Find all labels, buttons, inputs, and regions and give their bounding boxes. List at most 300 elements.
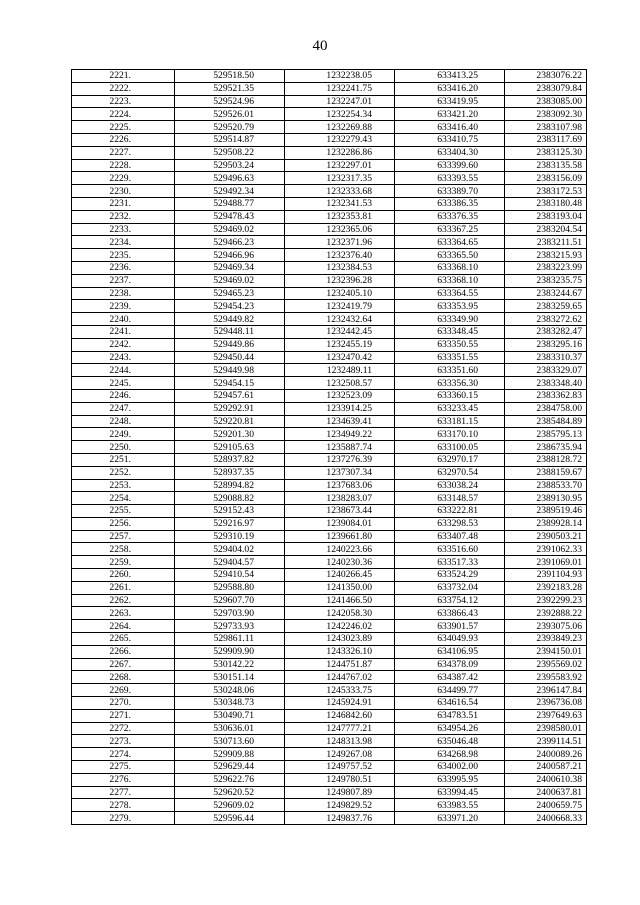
y2-cell: 2383117.69 xyxy=(505,133,587,146)
table-row xyxy=(72,441,587,454)
x2-cell: 633376.35 xyxy=(395,210,505,223)
table-row xyxy=(72,108,587,121)
y1-cell: 1232269.88 xyxy=(285,121,395,134)
y1-cell: 1237276.39 xyxy=(285,453,395,466)
table-row xyxy=(72,185,587,198)
y2-cell: 2383235.75 xyxy=(505,274,587,287)
x2-cell: 633350.55 xyxy=(395,338,505,351)
x1-cell: 529454.15 xyxy=(175,377,285,390)
point-number-cell: 2235. xyxy=(72,249,175,262)
coordinates-table xyxy=(71,69,587,825)
y2-cell: 2385484.89 xyxy=(505,415,587,428)
y1-cell: 1249757.52 xyxy=(285,761,395,774)
table-row xyxy=(72,607,587,620)
x1-cell: 529449.86 xyxy=(175,338,285,351)
point-number-cell: 2229. xyxy=(72,172,175,185)
y2-cell: 2383125.30 xyxy=(505,146,587,159)
table-row xyxy=(72,300,587,313)
y1-cell: 1232341.53 xyxy=(285,197,395,210)
x1-cell: 529524.96 xyxy=(175,95,285,108)
point-number-cell: 2263. xyxy=(72,607,175,620)
y2-cell: 2395569.02 xyxy=(505,658,587,671)
x1-cell: 529404.57 xyxy=(175,556,285,569)
y1-cell: 1249267.08 xyxy=(285,748,395,761)
x2-cell: 634616.54 xyxy=(395,697,505,710)
point-number-cell: 2222. xyxy=(72,82,175,95)
y2-cell: 2385795.13 xyxy=(505,428,587,441)
y2-cell: 2400089.26 xyxy=(505,748,587,761)
x2-cell: 634106.95 xyxy=(395,645,505,658)
point-number-cell: 2244. xyxy=(72,364,175,377)
y2-cell: 2383204.54 xyxy=(505,223,587,236)
point-number-cell: 2265. xyxy=(72,633,175,646)
x2-cell: 633416.20 xyxy=(395,82,505,95)
x2-cell: 635046.48 xyxy=(395,735,505,748)
table-row xyxy=(72,517,587,530)
table-row xyxy=(72,236,587,249)
y2-cell: 2383329.07 xyxy=(505,364,587,377)
y2-cell: 2389519.46 xyxy=(505,505,587,518)
x2-cell: 633983.55 xyxy=(395,799,505,812)
y2-cell: 2383215.93 xyxy=(505,249,587,262)
y2-cell: 2384758.00 xyxy=(505,402,587,415)
x2-cell: 632970.17 xyxy=(395,453,505,466)
x1-cell: 529514.87 xyxy=(175,133,285,146)
point-number-cell: 2264. xyxy=(72,620,175,633)
table-row xyxy=(72,313,587,326)
y1-cell: 1232405.10 xyxy=(285,287,395,300)
y2-cell: 2383172.53 xyxy=(505,185,587,198)
point-number-cell: 2269. xyxy=(72,684,175,697)
x1-cell: 529216.97 xyxy=(175,517,285,530)
x2-cell: 633367.25 xyxy=(395,223,505,236)
table-row xyxy=(72,684,587,697)
x1-cell: 529310.19 xyxy=(175,530,285,543)
x1-cell: 530490.71 xyxy=(175,709,285,722)
x1-cell: 529609.02 xyxy=(175,799,285,812)
table-row xyxy=(72,82,587,95)
point-number-cell: 2236. xyxy=(72,261,175,274)
x2-cell: 633298.53 xyxy=(395,517,505,530)
x1-cell: 529469.02 xyxy=(175,223,285,236)
x2-cell: 633754.12 xyxy=(395,594,505,607)
x1-cell: 529105.63 xyxy=(175,441,285,454)
x2-cell: 633410.75 xyxy=(395,133,505,146)
y1-cell: 1245333.75 xyxy=(285,684,395,697)
table-row xyxy=(72,543,587,556)
x1-cell: 529596.44 xyxy=(175,812,285,825)
x2-cell: 634783.51 xyxy=(395,709,505,722)
point-number-cell: 2252. xyxy=(72,466,175,479)
y1-cell: 1240266.45 xyxy=(285,569,395,582)
x2-cell: 633351.55 xyxy=(395,351,505,364)
y1-cell: 1249829.52 xyxy=(285,799,395,812)
point-number-cell: 2259. xyxy=(72,556,175,569)
x1-cell: 529201.30 xyxy=(175,428,285,441)
y1-cell: 1232523.09 xyxy=(285,389,395,402)
point-number-cell: 2256. xyxy=(72,517,175,530)
table-row xyxy=(72,799,587,812)
x2-cell: 633389.70 xyxy=(395,185,505,198)
x1-cell: 529503.24 xyxy=(175,159,285,172)
x2-cell: 632970.54 xyxy=(395,466,505,479)
y1-cell: 1242246.02 xyxy=(285,620,395,633)
y1-cell: 1232333.68 xyxy=(285,185,395,198)
table-row xyxy=(72,351,587,364)
y2-cell: 2383310.37 xyxy=(505,351,587,364)
x2-cell: 633393.55 xyxy=(395,172,505,185)
y1-cell: 1232442.45 xyxy=(285,325,395,338)
point-number-cell: 2261. xyxy=(72,581,175,594)
table-row xyxy=(72,722,587,735)
y2-cell: 2383085.00 xyxy=(505,95,587,108)
y1-cell: 1232396.28 xyxy=(285,274,395,287)
y2-cell: 2400637.81 xyxy=(505,786,587,799)
table-row xyxy=(72,223,587,236)
table-row xyxy=(72,812,587,825)
x2-cell: 633732.04 xyxy=(395,581,505,594)
point-number-cell: 2243. xyxy=(72,351,175,364)
y1-cell: 1246842.60 xyxy=(285,709,395,722)
point-number-cell: 2272. xyxy=(72,722,175,735)
x2-cell: 633399.60 xyxy=(395,159,505,172)
y1-cell: 1232238.05 xyxy=(285,70,395,83)
y2-cell: 2383135.58 xyxy=(505,159,587,172)
x2-cell: 634954.26 xyxy=(395,722,505,735)
x1-cell: 529152.43 xyxy=(175,505,285,518)
y2-cell: 2391069.01 xyxy=(505,556,587,569)
y2-cell: 2400659.75 xyxy=(505,799,587,812)
y1-cell: 1237683.06 xyxy=(285,479,395,492)
y1-cell: 1249807.89 xyxy=(285,786,395,799)
table-row xyxy=(72,415,587,428)
point-number-cell: 2262. xyxy=(72,594,175,607)
point-number-cell: 2226. xyxy=(72,133,175,146)
x1-cell: 529607.70 xyxy=(175,594,285,607)
table-row xyxy=(72,249,587,262)
point-number-cell: 2255. xyxy=(72,505,175,518)
y2-cell: 2383244.67 xyxy=(505,287,587,300)
y2-cell: 2391062.33 xyxy=(505,543,587,556)
point-number-cell: 2223. xyxy=(72,95,175,108)
point-number-cell: 2241. xyxy=(72,325,175,338)
x2-cell: 633233.45 xyxy=(395,402,505,415)
point-number-cell: 2221. xyxy=(72,70,175,83)
table-row xyxy=(72,556,587,569)
y1-cell: 1232371.96 xyxy=(285,236,395,249)
y1-cell: 1239084.01 xyxy=(285,517,395,530)
table-row xyxy=(72,402,587,415)
point-number-cell: 2270. xyxy=(72,697,175,710)
table-row xyxy=(72,735,587,748)
table-row xyxy=(72,389,587,402)
table-row xyxy=(72,121,587,134)
y1-cell: 1243326.10 xyxy=(285,645,395,658)
y1-cell: 1239661.80 xyxy=(285,530,395,543)
point-number-cell: 2247. xyxy=(72,402,175,415)
x1-cell: 529508.22 xyxy=(175,146,285,159)
x2-cell: 633971.20 xyxy=(395,812,505,825)
x2-cell: 633360.15 xyxy=(395,389,505,402)
x2-cell: 633416.40 xyxy=(395,121,505,134)
table-row xyxy=(72,645,587,658)
point-number-cell: 2248. xyxy=(72,415,175,428)
y2-cell: 2383156.09 xyxy=(505,172,587,185)
table-row xyxy=(72,338,587,351)
point-number-cell: 2266. xyxy=(72,645,175,658)
y1-cell: 1232279.43 xyxy=(285,133,395,146)
y1-cell: 1232254.34 xyxy=(285,108,395,121)
y2-cell: 2383193.04 xyxy=(505,210,587,223)
x2-cell: 633349.90 xyxy=(395,313,505,326)
y1-cell: 1232470.42 xyxy=(285,351,395,364)
x2-cell: 633222.81 xyxy=(395,505,505,518)
x1-cell: 529518.50 xyxy=(175,70,285,83)
y2-cell: 2383272.62 xyxy=(505,313,587,326)
y1-cell: 1247777.21 xyxy=(285,722,395,735)
x2-cell: 633038.24 xyxy=(395,479,505,492)
y1-cell: 1232455.19 xyxy=(285,338,395,351)
y2-cell: 2390503.21 xyxy=(505,530,587,543)
x2-cell: 633524.29 xyxy=(395,569,505,582)
table-row xyxy=(72,709,587,722)
table-row xyxy=(72,581,587,594)
y2-cell: 2383362.83 xyxy=(505,389,587,402)
x1-cell: 529861.11 xyxy=(175,633,285,646)
y2-cell: 2383180.48 xyxy=(505,197,587,210)
point-number-cell: 2237. xyxy=(72,274,175,287)
table-row xyxy=(72,479,587,492)
table-row xyxy=(72,773,587,786)
table-row xyxy=(72,594,587,607)
point-number-cell: 2228. xyxy=(72,159,175,172)
x2-cell: 633368.10 xyxy=(395,261,505,274)
x1-cell: 529909.88 xyxy=(175,748,285,761)
x2-cell: 633351.60 xyxy=(395,364,505,377)
x1-cell: 530151.14 xyxy=(175,671,285,684)
y2-cell: 2383282.47 xyxy=(505,325,587,338)
x2-cell: 633404.30 xyxy=(395,146,505,159)
x1-cell: 529410.54 xyxy=(175,569,285,582)
y1-cell: 1240230.36 xyxy=(285,556,395,569)
y2-cell: 2392183.28 xyxy=(505,581,587,594)
x2-cell: 633353.95 xyxy=(395,300,505,313)
table-row xyxy=(72,453,587,466)
y2-cell: 2393849.23 xyxy=(505,633,587,646)
table-row xyxy=(72,274,587,287)
x2-cell: 634268.98 xyxy=(395,748,505,761)
y1-cell: 1238673.44 xyxy=(285,505,395,518)
x2-cell: 634378.09 xyxy=(395,658,505,671)
table-row xyxy=(72,159,587,172)
table-row xyxy=(72,364,587,377)
x2-cell: 633368.10 xyxy=(395,274,505,287)
point-number-cell: 2279. xyxy=(72,812,175,825)
table-row xyxy=(72,172,587,185)
point-number-cell: 2232. xyxy=(72,210,175,223)
y1-cell: 1245924.91 xyxy=(285,697,395,710)
table-row xyxy=(72,530,587,543)
table-row xyxy=(72,210,587,223)
point-number-cell: 2260. xyxy=(72,569,175,582)
table-row xyxy=(72,671,587,684)
y2-cell: 2383079.84 xyxy=(505,82,587,95)
x1-cell: 529521.35 xyxy=(175,82,285,95)
y2-cell: 2383348.40 xyxy=(505,377,587,390)
point-number-cell: 2258. xyxy=(72,543,175,556)
y1-cell: 1244751.87 xyxy=(285,658,395,671)
x1-cell: 530142.22 xyxy=(175,658,285,671)
x1-cell: 529465.23 xyxy=(175,287,285,300)
x2-cell: 633407.48 xyxy=(395,530,505,543)
x1-cell: 530713.60 xyxy=(175,735,285,748)
x1-cell: 529450.44 xyxy=(175,351,285,364)
table-row xyxy=(72,658,587,671)
point-number-cell: 2253. xyxy=(72,479,175,492)
point-number-cell: 2275. xyxy=(72,761,175,774)
x1-cell: 529496.63 xyxy=(175,172,285,185)
y1-cell: 1249780.51 xyxy=(285,773,395,786)
y1-cell: 1241350.00 xyxy=(285,581,395,594)
y1-cell: 1232419.79 xyxy=(285,300,395,313)
point-number-cell: 2254. xyxy=(72,492,175,505)
table-row xyxy=(72,466,587,479)
table-row xyxy=(72,95,587,108)
x2-cell: 634387.42 xyxy=(395,671,505,684)
y1-cell: 1232384.53 xyxy=(285,261,395,274)
y1-cell: 1243023.89 xyxy=(285,633,395,646)
point-number-cell: 2238. xyxy=(72,287,175,300)
point-number-cell: 2278. xyxy=(72,799,175,812)
x2-cell: 633170.10 xyxy=(395,428,505,441)
point-number-cell: 2249. xyxy=(72,428,175,441)
x2-cell: 633356.30 xyxy=(395,377,505,390)
y2-cell: 2383223.99 xyxy=(505,261,587,274)
y2-cell: 2396147.84 xyxy=(505,684,587,697)
x1-cell: 529449.98 xyxy=(175,364,285,377)
y2-cell: 2383092.30 xyxy=(505,108,587,121)
x1-cell: 529466.96 xyxy=(175,249,285,262)
table-row xyxy=(72,325,587,338)
y2-cell: 2398580.01 xyxy=(505,722,587,735)
table-row xyxy=(72,377,587,390)
x1-cell: 529703.90 xyxy=(175,607,285,620)
point-number-cell: 2277. xyxy=(72,786,175,799)
x2-cell: 633364.65 xyxy=(395,236,505,249)
x2-cell: 634049.93 xyxy=(395,633,505,646)
x1-cell: 529448.11 xyxy=(175,325,285,338)
y1-cell: 1242058.30 xyxy=(285,607,395,620)
y2-cell: 2383076.22 xyxy=(505,70,587,83)
x1-cell: 529733.93 xyxy=(175,620,285,633)
point-number-cell: 2273. xyxy=(72,735,175,748)
x1-cell: 528937.35 xyxy=(175,466,285,479)
y2-cell: 2383107.98 xyxy=(505,121,587,134)
coordinates-table-body xyxy=(72,70,587,825)
x1-cell: 529488.77 xyxy=(175,197,285,210)
x1-cell: 529526.01 xyxy=(175,108,285,121)
x1-cell: 528937.82 xyxy=(175,453,285,466)
x1-cell: 529629.44 xyxy=(175,761,285,774)
point-number-cell: 2239. xyxy=(72,300,175,313)
x2-cell: 633901.57 xyxy=(395,620,505,633)
x2-cell: 633516.60 xyxy=(395,543,505,556)
point-number-cell: 2224. xyxy=(72,108,175,121)
y1-cell: 1234949.22 xyxy=(285,428,395,441)
x1-cell: 529457.61 xyxy=(175,389,285,402)
table-row xyxy=(72,197,587,210)
y2-cell: 2389928.14 xyxy=(505,517,587,530)
y2-cell: 2386735.94 xyxy=(505,441,587,454)
y2-cell: 2393075.06 xyxy=(505,620,587,633)
y1-cell: 1249837.76 xyxy=(285,812,395,825)
x2-cell: 633421.20 xyxy=(395,108,505,121)
y2-cell: 2383295.16 xyxy=(505,338,587,351)
y2-cell: 2400668.33 xyxy=(505,812,587,825)
y2-cell: 2392299.23 xyxy=(505,594,587,607)
y1-cell: 1240223.66 xyxy=(285,543,395,556)
y1-cell: 1232286.86 xyxy=(285,146,395,159)
y1-cell: 1232489.11 xyxy=(285,364,395,377)
point-number-cell: 2227. xyxy=(72,146,175,159)
y1-cell: 1232508.57 xyxy=(285,377,395,390)
y2-cell: 2397649.63 xyxy=(505,709,587,722)
table-row xyxy=(72,146,587,159)
x1-cell: 529088.82 xyxy=(175,492,285,505)
table-row xyxy=(72,620,587,633)
y2-cell: 2395583.92 xyxy=(505,671,587,684)
y1-cell: 1237307.34 xyxy=(285,466,395,479)
x1-cell: 529292.91 xyxy=(175,402,285,415)
y2-cell: 2392888.22 xyxy=(505,607,587,620)
x2-cell: 633348.45 xyxy=(395,325,505,338)
y2-cell: 2400587.21 xyxy=(505,761,587,774)
y1-cell: 1232432.64 xyxy=(285,313,395,326)
y1-cell: 1238283.07 xyxy=(285,492,395,505)
point-number-cell: 2274. xyxy=(72,748,175,761)
x1-cell: 529588.80 xyxy=(175,581,285,594)
x1-cell: 529469.34 xyxy=(175,261,285,274)
point-number-cell: 2233. xyxy=(72,223,175,236)
x2-cell: 634499.77 xyxy=(395,684,505,697)
x1-cell: 529622.76 xyxy=(175,773,285,786)
x1-cell: 529220.81 xyxy=(175,415,285,428)
y2-cell: 2388533.70 xyxy=(505,479,587,492)
y1-cell: 1232297.01 xyxy=(285,159,395,172)
x2-cell: 633365.50 xyxy=(395,249,505,262)
y1-cell: 1232241.75 xyxy=(285,82,395,95)
table-row xyxy=(72,505,587,518)
y2-cell: 2400610.38 xyxy=(505,773,587,786)
x1-cell: 530248.06 xyxy=(175,684,285,697)
x1-cell: 529454.23 xyxy=(175,300,285,313)
x2-cell: 633419.95 xyxy=(395,95,505,108)
y1-cell: 1234639.41 xyxy=(285,415,395,428)
x2-cell: 633866.43 xyxy=(395,607,505,620)
y2-cell: 2383259.65 xyxy=(505,300,587,313)
x1-cell: 529449.82 xyxy=(175,313,285,326)
point-number-cell: 2271. xyxy=(72,709,175,722)
y2-cell: 2388159.67 xyxy=(505,466,587,479)
x2-cell: 633148.57 xyxy=(395,492,505,505)
point-number-cell: 2225. xyxy=(72,121,175,134)
x1-cell: 529466.23 xyxy=(175,236,285,249)
y2-cell: 2396736.08 xyxy=(505,697,587,710)
y1-cell: 1233914.25 xyxy=(285,402,395,415)
point-number-cell: 2250. xyxy=(72,441,175,454)
table-row xyxy=(72,492,587,505)
table-row xyxy=(72,786,587,799)
